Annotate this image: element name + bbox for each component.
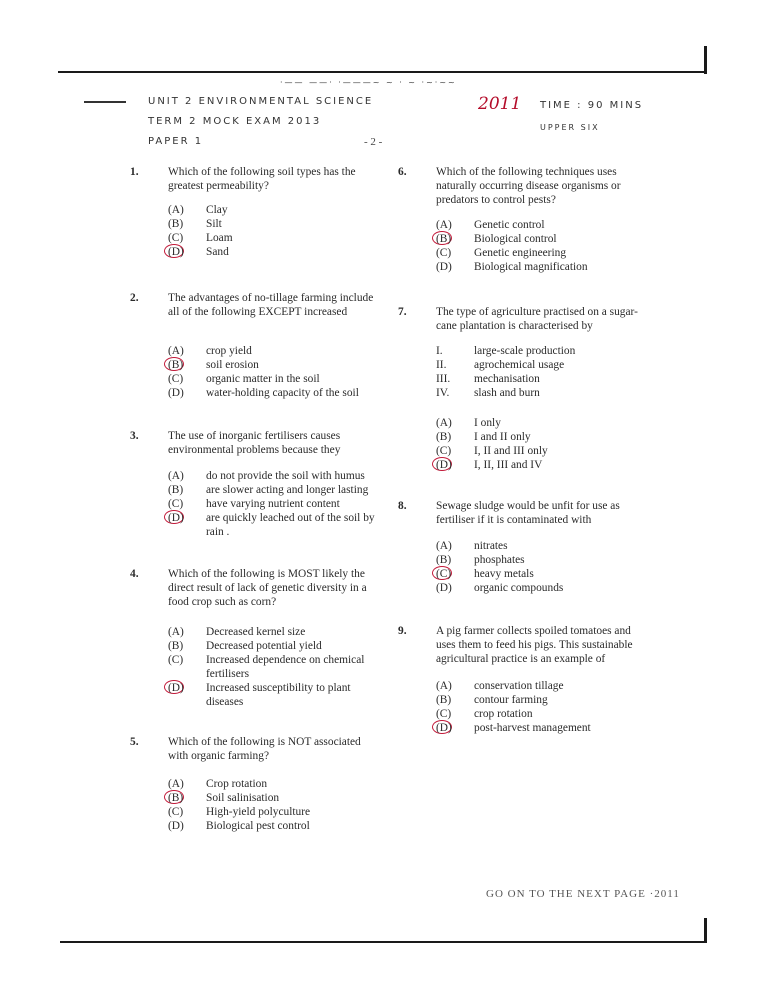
option-text: organic matter in the soil: [206, 373, 320, 385]
option-text: High-yield polyculture: [206, 806, 311, 818]
bottom-right-border-line: [704, 918, 707, 943]
option-text: Decreased kernel size: [206, 626, 306, 638]
option-text: are slower acting and longer lasting: [206, 484, 369, 496]
option-text: conservation tillage: [474, 680, 564, 692]
option-label: (B): [168, 792, 184, 804]
option-label: (A): [168, 778, 184, 790]
option-label: (B): [168, 484, 184, 496]
question-number: 8.: [398, 500, 407, 512]
option-text: contour farming: [474, 694, 548, 706]
question-stem: Which of the following techniques uses naturally occurring disease organisms or predators to control pests?: [436, 166, 621, 206]
statement-label: III.: [436, 373, 451, 385]
option-text: Biological control: [474, 233, 557, 245]
option-text: Sand: [206, 246, 229, 258]
option-label: (D): [168, 820, 184, 832]
left-margin-mark: [84, 101, 126, 103]
question-stem: A pig farmer collects spoiled tomatoes and uses them to feed his pigs. This sustainable agricultural practice is an example of: [436, 625, 633, 665]
option-label: (A): [436, 417, 452, 429]
header-partial-line: ·—— ——· ·———~ ~ · ~ ·~·~~: [280, 78, 457, 87]
option-text: Increased susceptibility to plant diseases: [206, 682, 351, 708]
option-text: post-harvest management: [474, 722, 591, 734]
question-3: [130, 429, 390, 549]
option-text: I and II only: [474, 431, 531, 443]
option-label: (B): [168, 359, 184, 371]
question-6: [398, 165, 648, 280]
header-paper: PAPER 1: [148, 136, 204, 147]
option-text: Loam: [206, 232, 233, 244]
question-stem: The use of inorganic fertilisers causes environmental problems because they: [168, 430, 341, 456]
option-label: (C): [168, 498, 184, 510]
option-label: (A): [436, 540, 452, 552]
option-text: organic compounds: [474, 582, 564, 594]
option-label: (A): [168, 345, 184, 357]
option-text: soil erosion: [206, 359, 259, 371]
top-border-line: [58, 71, 706, 73]
option-label: (C): [168, 232, 184, 244]
option-label: (A): [168, 626, 184, 638]
right-border-line: [704, 46, 707, 74]
header-time: TIME : 90 MINS: [540, 100, 644, 111]
option-text: I, II, III and IV: [474, 459, 543, 471]
question-8: [398, 499, 648, 599]
option-label: (B): [436, 554, 452, 566]
option-text: do not provide the soil with humus: [206, 470, 365, 482]
bottom-border-line: [60, 941, 706, 943]
option-text: crop rotation: [474, 708, 533, 720]
option-text: have varying nutrient content: [206, 498, 340, 510]
question-5: [130, 735, 390, 835]
question-number: 5.: [130, 736, 139, 748]
question-number: 2.: [130, 292, 139, 304]
question-stem: Sewage sludge would be unfit for use as fertiliser if it is contaminated with: [436, 500, 620, 526]
footer-next-page: GO ON TO THE NEXT PAGE ·2011: [486, 888, 680, 900]
option-label: (C): [168, 654, 184, 666]
statement-label: I.: [436, 345, 443, 357]
header-year: 2011: [478, 94, 522, 114]
header-upper-six: UPPER SIX: [540, 123, 600, 132]
option-label: (B): [168, 218, 184, 230]
statement-label: IV.: [436, 387, 450, 399]
question-stem: Which of the following is MOST likely the direct result of lack of genetic diversity in a food crop such as corn?: [168, 568, 367, 608]
option-text: I, II and III only: [474, 445, 548, 457]
option-label: (A): [168, 204, 184, 216]
option-text: Genetic engineering: [474, 247, 567, 259]
option-label: (A): [168, 470, 184, 482]
option-label: (D): [168, 387, 184, 399]
question-number: 1.: [130, 166, 139, 178]
option-text: Silt: [206, 218, 222, 230]
question-4: [130, 567, 390, 717]
question-7: [398, 305, 648, 475]
question-2: [130, 291, 390, 406]
option-text: Increased dependence on chemical fertilisers: [206, 654, 365, 680]
option-label: (A): [436, 219, 452, 231]
question-stem: Which of the following soil types has the greatest permeability?: [168, 166, 356, 192]
option-text: Genetic control: [474, 219, 545, 231]
question-number: 9.: [398, 625, 407, 637]
option-text: phosphates: [474, 554, 525, 566]
option-label: (D): [436, 582, 452, 594]
option-label: (D): [168, 682, 184, 694]
option-label: (C): [436, 708, 452, 720]
option-label: (D): [436, 261, 452, 273]
option-label: (D): [436, 722, 452, 734]
option-text: nitrates: [474, 540, 508, 552]
option-label: (C): [436, 568, 452, 580]
option-label: (A): [436, 680, 452, 692]
option-text: Biological magnification: [474, 261, 588, 273]
option-label: (C): [436, 247, 452, 259]
option-text: Soil salinisation: [206, 792, 280, 804]
header-unit-line: UNIT 2 ENVIRONMENTAL SCIENCE: [148, 96, 374, 107]
question-stem: The advantages of no-tillage farming include all of the following EXCEPT increased: [168, 292, 374, 318]
option-text: crop yield: [206, 345, 252, 357]
option-label: (C): [436, 445, 452, 457]
option-label: (D): [168, 512, 184, 524]
option-text: are quickly leached out of the soil by rain .: [206, 512, 375, 538]
question-9: [398, 624, 648, 744]
question-number: 6.: [398, 166, 407, 178]
question-stem: The type of agriculture practised on a sugar-cane plantation is characterised by: [436, 306, 638, 332]
option-text: water-holding capacity of the soil: [206, 387, 359, 399]
option-label: (B): [436, 233, 452, 245]
option-text: Decreased potential yield: [206, 640, 322, 652]
question-stem: Which of the following is NOT associated with organic farming?: [168, 736, 361, 762]
option-label: (C): [168, 806, 184, 818]
statement-text: large-scale production: [474, 345, 576, 357]
option-text: Crop rotation: [206, 778, 268, 790]
statement-text: slash and burn: [474, 387, 540, 399]
page-number: - 2 -: [364, 136, 383, 148]
option-label: (D): [168, 246, 184, 258]
option-label: (B): [436, 431, 452, 443]
option-label: (C): [168, 373, 184, 385]
question-1: [130, 165, 390, 265]
option-text: Biological pest control: [206, 820, 310, 832]
question-number: 7.: [398, 306, 407, 318]
option-label: (D): [436, 459, 452, 471]
statement-text: mechanisation: [474, 373, 540, 385]
option-text: Clay: [206, 204, 228, 216]
question-number: 3.: [130, 430, 139, 442]
option-label: (B): [168, 640, 184, 652]
option-text: heavy metals: [474, 568, 534, 580]
option-label: (B): [436, 694, 452, 706]
question-number: 4.: [130, 568, 139, 580]
statement-text: agrochemical usage: [474, 359, 565, 371]
header-term-line: TERM 2 MOCK EXAM 2013: [148, 116, 322, 127]
statement-label: II.: [436, 359, 447, 371]
option-text: I only: [474, 417, 501, 429]
